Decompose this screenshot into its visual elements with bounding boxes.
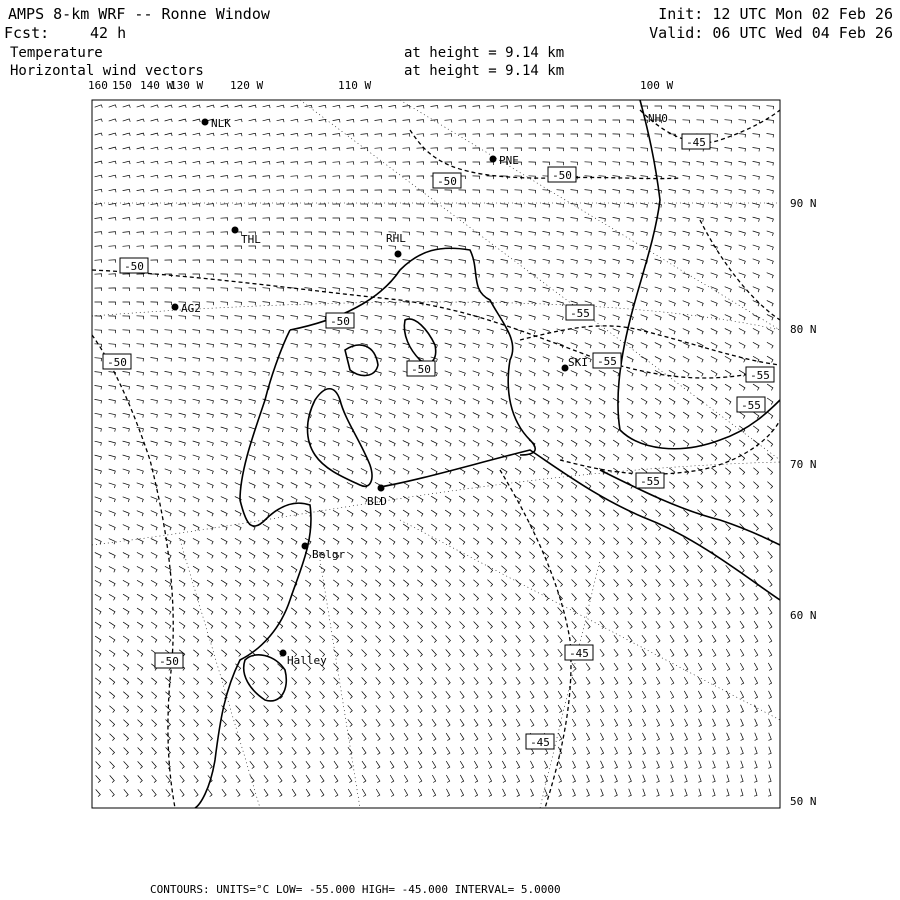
station-marker	[378, 485, 385, 492]
contour-label	[103, 354, 131, 369]
contour-label	[566, 305, 594, 320]
lat-label-70: 70 N	[790, 458, 817, 471]
station-marker	[232, 227, 239, 234]
station-label: RHL	[386, 232, 406, 245]
station-label: SKI	[568, 356, 588, 369]
station-label: AG2	[181, 302, 201, 315]
contour-label	[155, 653, 183, 668]
field-temperature: Temperature	[10, 45, 103, 61]
station-label: Belgr	[312, 548, 346, 561]
contour-label	[548, 167, 576, 182]
station-marker	[202, 119, 209, 126]
svg-text:-50: -50	[552, 169, 572, 182]
lon-label-160: 160	[88, 79, 108, 92]
height-temperature: at height = 9.14 km	[404, 45, 565, 61]
contour-legend: CONTOURS: UNITS=°C LOW= -55.000 HIGH= -45.000 INTERVAL= 5.0000	[150, 883, 561, 896]
map-area	[92, 100, 780, 808]
lat-label-90: 90 N	[790, 197, 817, 210]
svg-text:-50: -50	[437, 175, 457, 188]
svg-text:-50: -50	[124, 260, 144, 273]
contour-label	[636, 473, 664, 488]
contour-label	[682, 134, 710, 149]
svg-text:-55: -55	[570, 307, 590, 320]
contour-label	[326, 313, 354, 328]
svg-text:-50: -50	[107, 356, 127, 369]
svg-text:-50: -50	[411, 363, 431, 376]
lon-label-150: 150	[112, 79, 132, 92]
station-label: THL	[241, 233, 261, 246]
forecast-hours: 42 h	[90, 24, 127, 42]
contour-label	[407, 361, 435, 376]
svg-text:-45: -45	[530, 736, 550, 749]
contour-label	[565, 645, 593, 660]
contour-label	[737, 397, 765, 412]
figure-title: AMPS 8-km WRF -- Ronne Window	[8, 5, 270, 23]
station-marker	[395, 251, 402, 258]
station-marker	[490, 156, 497, 163]
valid-time: Valid: 06 UTC Wed 04 Feb 26	[649, 24, 893, 42]
init-time: Init: 12 UTC Mon 02 Feb 26	[658, 5, 893, 23]
field-wind: Horizontal wind vectors	[10, 63, 204, 79]
height-wind: at height = 9.14 km	[404, 63, 565, 79]
station-marker	[280, 650, 287, 657]
contour-label	[593, 353, 621, 368]
svg-text:-45: -45	[569, 647, 589, 660]
svg-text:-50: -50	[330, 315, 350, 328]
lon-label-100: 100 W	[640, 79, 674, 92]
svg-text:-55: -55	[741, 399, 761, 412]
station-label: PNE	[499, 154, 519, 167]
svg-text:-55: -55	[640, 475, 660, 488]
lon-label-110: 110 W	[338, 79, 372, 92]
svg-text:-45: -45	[686, 136, 706, 149]
station-label: NLK	[211, 117, 231, 130]
station-label: BLD	[367, 495, 387, 508]
svg-text:-55: -55	[750, 369, 770, 382]
lon-label-130: 130 W	[170, 79, 204, 92]
lon-label-120: 120 W	[230, 79, 264, 92]
lat-label-80: 80 N	[790, 323, 817, 336]
contour-label	[120, 258, 148, 273]
lat-label-50: 50 N	[790, 795, 817, 808]
svg-text:-50: -50	[159, 655, 179, 668]
lon-label-140: 140 W	[140, 79, 174, 92]
contour-label	[433, 173, 461, 188]
station-label: Halley	[287, 654, 327, 667]
station-marker	[302, 543, 309, 550]
contour-label	[746, 367, 774, 382]
forecast-label: Fcst:	[4, 24, 50, 42]
lat-label-60: 60 N	[790, 609, 817, 622]
svg-text:-55: -55	[597, 355, 617, 368]
station-marker	[172, 304, 179, 311]
map-frame	[92, 100, 780, 808]
contour-label	[526, 734, 554, 749]
station-label: NH0	[648, 112, 668, 125]
